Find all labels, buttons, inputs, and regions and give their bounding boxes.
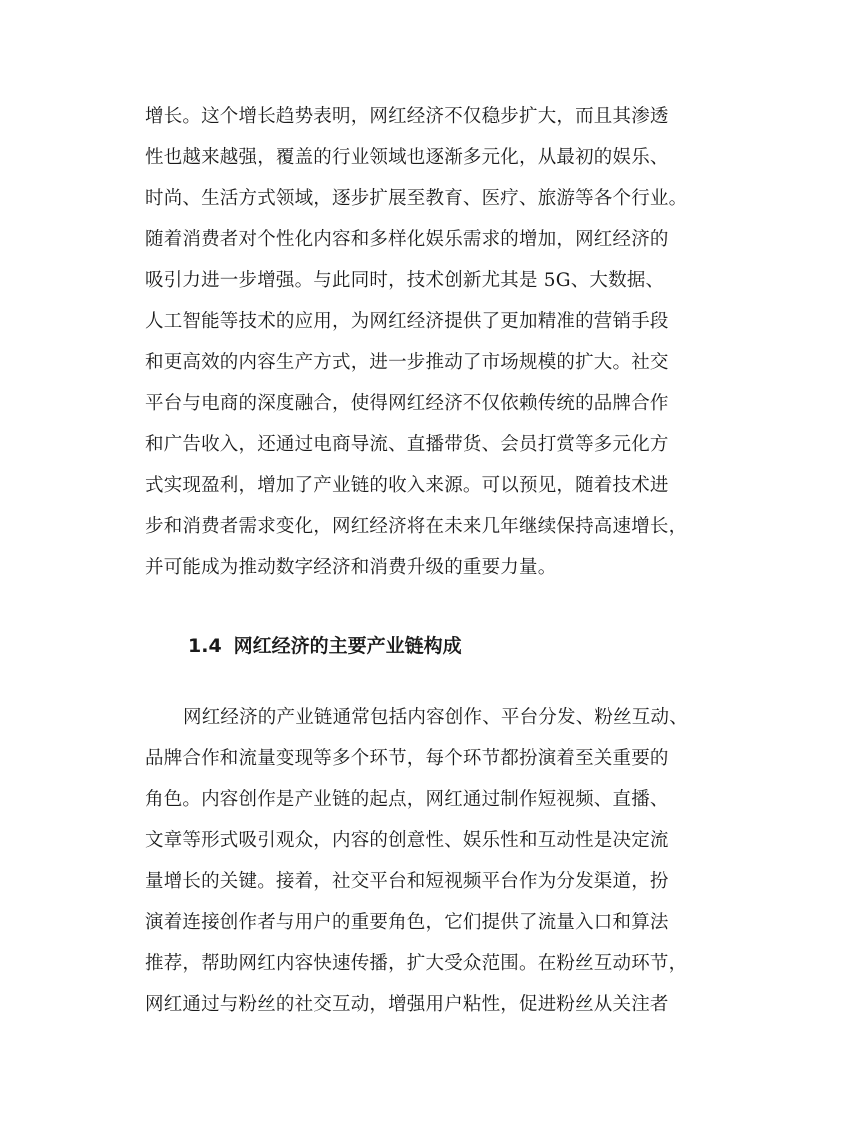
text-line: 文章等形式吸引观众，内容的创意性、娱乐性和互动性是决定流 (145, 830, 669, 851)
text-line: 和更高效的内容生产方式，进一步推动了市场规模的扩大。社交 (145, 352, 669, 373)
text-line: 性也越来越强，覆盖的行业领域也逐渐多元化，从最初的娱乐、 (145, 147, 669, 168)
text-line: 时尚、生活方式领域，逐步扩展至教育、医疗、旅游等各个行业。 (145, 188, 688, 209)
text-line: 步和消费者需求变化，网红经济将在未来几年继续保持高速增长， (145, 516, 688, 537)
text-line: 并可能成为推动数字经济和消费升级的重要力量。 (145, 557, 557, 578)
text-line: 平台与电商的深度融合，使得网红经济不仅依赖传统的品牌合作 (145, 393, 669, 414)
section-number: 1.4 (188, 635, 222, 657)
text-line: 和广告收入，还通过电商导流、直播带货、会员打赏等多元化方 (145, 434, 669, 455)
paragraph-industry-chain (145, 697, 705, 1025)
text-line: 吸引力进一步增强。与此同时，技术创新尤其是 5G、大数据、 (145, 270, 665, 291)
section-title: 网红经济的主要产业链构成 (233, 635, 462, 657)
text-line: 角色。内容创作是产业链的起点，网红通过制作短视频、直播、 (145, 789, 669, 810)
text-line: 式实现盈利，增加了产业链的收入来源。可以预见，随着技术进 (145, 475, 669, 496)
text-line: 增长。这个增长趋势表明，网红经济不仅稳步扩大，而且其渗透 (145, 106, 669, 127)
text-line: 网红经济的产业链通常包括内容创作、平台分发、粉丝互动、 (183, 707, 688, 728)
text-line: 随着消费者对个性化内容和多样化娱乐需求的增加，网红经济的 (145, 229, 669, 250)
text-line: 人工智能等技术的应用，为网红经济提供了更加精准的营销手段 (145, 311, 669, 332)
section-heading (188, 628, 462, 664)
text-line: 演着连接创作者与用户的重要角色，它们提供了流量入口和算法 (145, 912, 669, 933)
text-line: 推荐，帮助网红内容快速传播，扩大受众范围。在粉丝互动环节， (145, 953, 688, 974)
paragraph-market-growth (145, 96, 705, 588)
text-line: 品牌合作和流量变现等多个环节，每个环节都扮演着至关重要的 (145, 748, 669, 769)
text-line: 量增长的关键。接着，社交平台和短视频平台作为分发渠道，扮 (145, 871, 669, 892)
text-line: 网红通过与粉丝的社交互动，增强用户粘性，促进粉丝从关注者 (145, 994, 669, 1015)
